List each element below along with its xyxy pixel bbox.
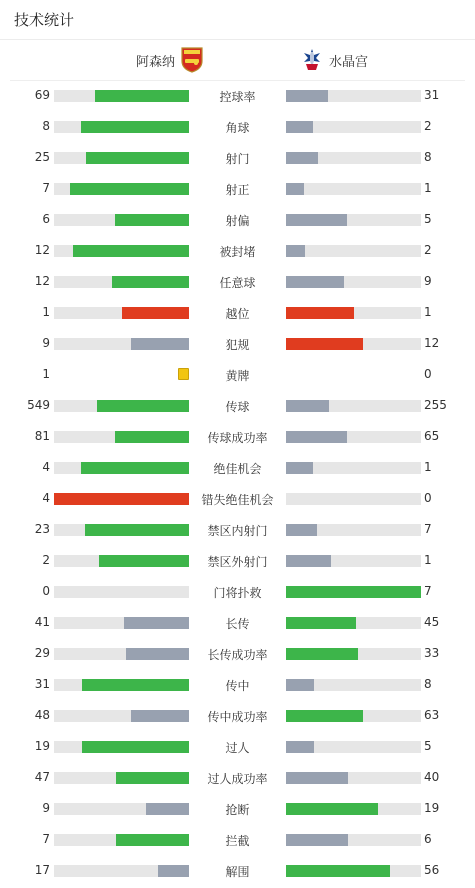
away-stat-bar-fill (286, 648, 358, 660)
home-stat-bar (54, 803, 189, 815)
stat-label: 传中成功率 (207, 710, 268, 724)
away-stat-bar (286, 152, 421, 164)
stat-label: 禁区内射门 (207, 524, 268, 538)
home-stat-bar (54, 493, 189, 505)
home-stat-bar (54, 462, 189, 474)
away-stat-value: 31 (424, 88, 440, 102)
away-stat-bar (286, 586, 421, 598)
home-stat-bar-fill (82, 741, 189, 753)
home-stat-bar-fill (85, 524, 189, 536)
away-stat-bar (286, 90, 421, 102)
away-stat-value: 5 (424, 739, 432, 753)
home-stat-bar (54, 834, 189, 846)
home-stat-value: 6 (42, 212, 50, 226)
stat-label: 错失绝佳机会 (201, 493, 274, 507)
home-stat-value: 19 (34, 739, 50, 753)
away-stat-value: 0 (424, 491, 432, 505)
home-stat-value: 17 (34, 863, 50, 877)
away-stat-bar-fill (286, 245, 305, 257)
home-stat-bar-fill (126, 648, 189, 660)
home-stat-bar-fill (122, 307, 190, 319)
away-stat-value: 0 (424, 367, 432, 381)
home-stat-bar-fill (131, 338, 189, 350)
home-stat-bar (54, 121, 189, 133)
away-stat-value: 12 (424, 336, 440, 350)
away-stat-bar-fill (286, 90, 328, 102)
stat-label: 过人成功率 (207, 772, 268, 786)
stat-row (0, 81, 475, 112)
away-stat-bar-fill (286, 338, 363, 350)
away-stat-bar (286, 493, 421, 505)
home-stat-bar-fill (70, 183, 189, 195)
stat-row (0, 298, 475, 329)
stat-row (0, 484, 475, 515)
away-stat-bar-fill (286, 586, 421, 598)
away-stat-value: 40 (424, 770, 440, 784)
stat-row (0, 701, 475, 732)
home-stat-bar (54, 276, 189, 288)
away-stat-value: 1 (424, 553, 432, 567)
home-stat-bar (54, 90, 189, 102)
stat-row (0, 267, 475, 298)
page-title: 技术统计 (14, 11, 75, 29)
away-stat-bar (286, 338, 421, 350)
away-stat-bar-fill (286, 307, 354, 319)
away-stat-bar (286, 276, 421, 288)
away-stat-bar (286, 121, 421, 133)
home-stat-bar (54, 183, 189, 195)
home-team (136, 47, 203, 73)
away-stat-value: 5 (424, 212, 432, 226)
stat-label: 禁区外射门 (207, 555, 268, 569)
away-stat-bar-fill (286, 183, 304, 195)
home-stat-bar (54, 400, 189, 412)
home-stat-bar-fill (116, 772, 189, 784)
away-stat-bar-fill (286, 214, 347, 226)
away-stat-bar (286, 555, 421, 567)
away-stat-value: 1 (424, 460, 432, 474)
home-stat-bar-fill (97, 400, 189, 412)
away-stat-bar (286, 648, 421, 660)
home-stat-bar (54, 710, 189, 722)
stat-label: 传球成功率 (207, 431, 268, 445)
away-stat-value: 33 (424, 646, 440, 660)
home-stat-bar-fill (95, 90, 190, 102)
home-stat-bar-fill (86, 152, 189, 164)
home-stat-value: 12 (34, 274, 50, 288)
away-stat-bar-fill (286, 524, 317, 536)
away-stat-value: 7 (424, 584, 432, 598)
home-stat-bar (54, 431, 189, 443)
home-stat-value: 69 (34, 88, 50, 102)
away-stat-bar-fill (286, 741, 314, 753)
away-team-name: 水晶宫 (329, 54, 369, 70)
stat-row (0, 360, 475, 391)
away-stat-bar-fill (286, 462, 313, 474)
away-stat-bar-fill (286, 710, 363, 722)
home-stat-bar (54, 245, 189, 257)
home-stat-bar-fill (54, 493, 189, 505)
stat-label: 过人 (225, 741, 250, 755)
away-stat-value: 9 (424, 274, 432, 288)
away-stat-bar (286, 803, 421, 815)
stat-label: 传球 (225, 400, 250, 414)
home-stat-value: 81 (34, 429, 50, 443)
stat-row (0, 329, 475, 360)
home-stat-value: 7 (42, 181, 50, 195)
yellow-card-icon (178, 368, 189, 380)
away-stat-bar-fill (286, 276, 344, 288)
away-stat-bar (286, 524, 421, 536)
home-stat-bar-fill (115, 431, 189, 443)
home-stat-bar-fill (81, 121, 189, 133)
away-stat-value: 63 (424, 708, 440, 722)
away-stat-bar-fill (286, 679, 314, 691)
away-stat-value: 1 (424, 305, 432, 319)
away-stat-value: 1 (424, 181, 432, 195)
home-stat-value: 1 (42, 305, 50, 319)
home-stat-bar (54, 152, 189, 164)
away-stat-value: 8 (424, 677, 432, 691)
stat-row (0, 670, 475, 701)
stat-row (0, 143, 475, 174)
stat-row (0, 763, 475, 794)
home-stat-bar-fill (146, 803, 189, 815)
away-stat-bar-fill (286, 431, 347, 443)
stat-row (0, 639, 475, 670)
stat-row (0, 515, 475, 546)
home-stat-value: 1 (42, 367, 50, 381)
stat-label: 射正 (225, 183, 250, 197)
stat-row (0, 732, 475, 763)
away-stat-bar (286, 834, 421, 846)
stat-row (0, 112, 475, 143)
away-stat-bar-fill (286, 617, 356, 629)
away-stat-value: 8 (424, 150, 432, 164)
home-stat-value: 4 (42, 460, 50, 474)
away-stat-bar (286, 183, 421, 195)
stat-label: 解围 (225, 865, 250, 879)
home-stat-value: 12 (34, 243, 50, 257)
stat-label: 任意球 (219, 276, 256, 290)
away-stat-bar-fill (286, 555, 331, 567)
away-stat-bar-fill (286, 865, 390, 877)
away-stat-bar (286, 617, 421, 629)
home-stat-bar-fill (99, 555, 189, 567)
home-stat-bar-fill (158, 865, 189, 877)
away-stat-bar-fill (286, 803, 378, 815)
away-stat-value: 2 (424, 243, 432, 257)
home-stat-value: 48 (34, 708, 50, 722)
stat-row (0, 546, 475, 577)
home-stat-bar-fill (112, 276, 189, 288)
home-stat-bar-fill (81, 462, 189, 474)
home-stat-bar (54, 307, 189, 319)
home-stat-bar-fill (73, 245, 189, 257)
stat-label: 抢断 (225, 803, 250, 817)
home-stat-value: 29 (34, 646, 50, 660)
home-stat-bar (54, 586, 189, 598)
home-stat-value: 7 (42, 832, 50, 846)
crystal-palace-crest-icon (301, 47, 323, 73)
away-stat-value: 6 (424, 832, 432, 846)
away-stat-bar (286, 772, 421, 784)
stat-label: 拦截 (225, 834, 250, 848)
home-stat-value: 23 (34, 522, 50, 536)
stat-row (0, 174, 475, 205)
stat-row (0, 422, 475, 453)
home-stat-value: 9 (42, 336, 50, 350)
away-stat-bar (286, 865, 421, 877)
stat-row (0, 825, 475, 856)
stat-label: 射门 (225, 152, 250, 166)
home-stat-bar (54, 865, 189, 877)
home-stat-bar (54, 617, 189, 629)
home-stat-bar-fill (116, 834, 189, 846)
stat-label: 绝佳机会 (213, 462, 262, 476)
away-stat-bar (286, 400, 421, 412)
home-stat-bar (54, 741, 189, 753)
away-stat-bar (286, 431, 421, 443)
stat-row (0, 577, 475, 608)
home-team-name: 阿森纳 (136, 54, 176, 70)
home-stat-bar (54, 648, 189, 660)
away-stat-value: 45 (424, 615, 440, 629)
home-stat-value: 0 (42, 584, 50, 598)
home-stat-bar (54, 772, 189, 784)
home-stat-bar (54, 524, 189, 536)
stat-label: 黄牌 (225, 369, 250, 383)
stat-label: 被封堵 (219, 245, 256, 259)
home-stat-bar (54, 214, 189, 226)
home-stat-value: 31 (34, 677, 50, 691)
away-stat-bar (286, 307, 421, 319)
stat-label: 犯规 (225, 338, 250, 352)
away-stat-value: 2 (424, 119, 432, 133)
away-stat-bar (286, 245, 421, 257)
stat-label: 传中 (225, 679, 250, 693)
away-stat-bar (286, 679, 421, 691)
away-stat-bar (286, 741, 421, 753)
away-stat-bar-fill (286, 152, 318, 164)
stat-row (0, 608, 475, 639)
home-stat-bar (54, 338, 189, 350)
stat-label: 射偏 (225, 214, 250, 228)
stat-label: 控球率 (219, 90, 256, 104)
arsenal-crest-icon (181, 47, 203, 73)
away-stat-value: 56 (424, 863, 440, 877)
home-stat-value: 25 (34, 150, 50, 164)
home-stat-bar-fill (124, 617, 189, 629)
away-stat-bar-fill (286, 772, 348, 784)
away-team (301, 47, 368, 73)
stat-row (0, 453, 475, 484)
stats-header (0, 0, 475, 40)
stats-list (0, 81, 475, 887)
stat-row (0, 391, 475, 422)
home-stat-value: 41 (34, 615, 50, 629)
stat-label: 越位 (225, 307, 250, 321)
stat-label: 门将扑救 (213, 586, 262, 600)
home-stat-bar (54, 555, 189, 567)
away-stat-bar-fill (286, 834, 348, 846)
home-stat-value: 8 (42, 119, 50, 133)
away-stat-value: 65 (424, 429, 440, 443)
home-stat-bar (54, 679, 189, 691)
home-stat-value: 4 (42, 491, 50, 505)
stat-row (0, 856, 475, 887)
stat-label: 长传 (225, 617, 250, 631)
home-stat-value: 2 (42, 553, 50, 567)
stat-label: 角球 (225, 121, 250, 135)
home-stat-bar-fill (115, 214, 189, 226)
away-stat-value: 19 (424, 801, 440, 815)
teams-bar (10, 40, 465, 81)
stat-row (0, 205, 475, 236)
away-stat-value: 7 (424, 522, 432, 536)
away-stat-bar-fill (286, 400, 329, 412)
home-stat-value: 549 (27, 398, 50, 412)
home-stat-bar-fill (131, 710, 189, 722)
away-stat-bar (286, 214, 421, 226)
away-stat-bar (286, 710, 421, 722)
home-stat-bar-fill (82, 679, 189, 691)
stat-row (0, 236, 475, 267)
home-stat-value: 9 (42, 801, 50, 815)
away-stat-bar (286, 462, 421, 474)
stat-row (0, 794, 475, 825)
stat-label: 长传成功率 (207, 648, 268, 662)
away-stat-value: 255 (424, 398, 447, 412)
home-stat-value: 47 (34, 770, 50, 784)
away-stat-bar-fill (286, 121, 313, 133)
